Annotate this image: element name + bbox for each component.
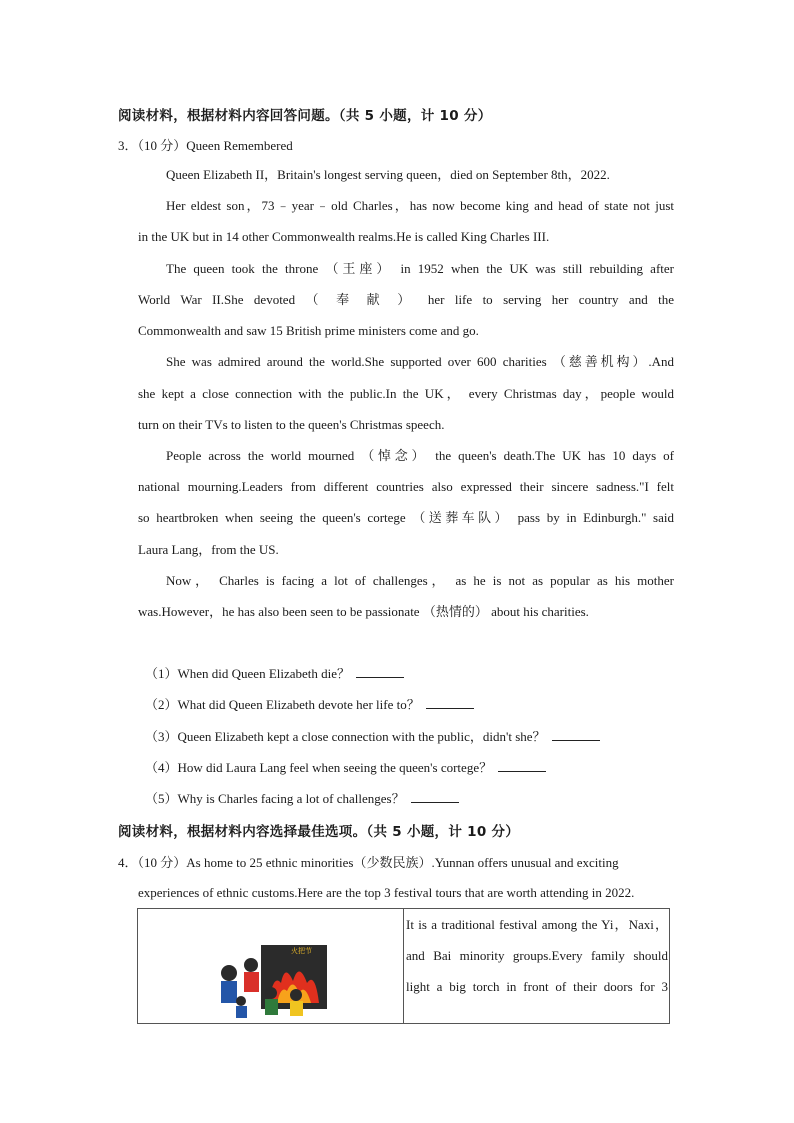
question-item-4 bbox=[145, 758, 546, 778]
passage-line-8: she kept a close connection with the public.In the UK， every Christmas day，people would bbox=[138, 386, 674, 401]
question-item-1 bbox=[145, 664, 404, 684]
answer-blank[interactable] bbox=[411, 790, 459, 803]
passage-line-15: was.However，he has also been seen to be passionate （热情的） about his charities. bbox=[138, 604, 589, 619]
festival-text-line: It is a traditional festival among the Yi，Naxi， bbox=[406, 917, 668, 932]
passage-line-10: People across the world mourned （悼念） the queen's death.The UK has 10 days of bbox=[166, 448, 674, 463]
question-text: （3）Queen Elizabeth kept a close connection with the public，didn't she？ bbox=[145, 729, 546, 744]
passage-line-9: turn on their TVs to listen to the queen's Christmas speech. bbox=[138, 417, 445, 432]
question-text: （4）How did Laura Lang feel when seeing the queen's cortege？ bbox=[145, 760, 493, 775]
passage-line-11: national mourning.Leaders from different countries also expressed their sincere sadness."I felt bbox=[138, 479, 674, 494]
table-divider bbox=[403, 909, 404, 1023]
passage-line-4: The queen took the throne （王座） in 1952 when the UK was still rebuilding after bbox=[166, 261, 674, 276]
intro-line-2: experiences of ethnic customs.Here are the top 3 festival tours that are worth attending in 2022. bbox=[138, 885, 635, 900]
torch-festival-illustration bbox=[211, 943, 329, 1019]
passage-line-13: Laura Lang，from the US. bbox=[138, 542, 279, 557]
passage-title: Queen Remembered bbox=[186, 138, 293, 153]
intro-line-1: As home to 25 ethnic minorities（少数民族）.Yunnan offers unusual and exciting bbox=[186, 855, 619, 870]
passage-line-7: She was admired around the world.She supported over 600 charities （慈善机构）.And bbox=[166, 354, 674, 369]
passage-line-2: Her eldest son，73﹣year﹣old Charles，has now become king and head of state not just bbox=[166, 198, 674, 213]
question-item-2 bbox=[145, 695, 474, 715]
festival-text-line: and Bai minority groups.Every family should bbox=[406, 948, 668, 963]
answer-blank[interactable] bbox=[552, 728, 600, 741]
question-number: 3．（10 分） bbox=[118, 138, 187, 153]
passage-line-12: so heartbroken when seeing the queen's cortege （送葬车队） pass by in Edinburgh." said bbox=[138, 510, 674, 525]
question-text: （1）When did Queen Elizabeth die？ bbox=[145, 666, 351, 681]
passage-line-5: World War II.She devoted （ 奉 献 ） her life to serving her country and the bbox=[138, 292, 674, 307]
festival-text-line: light a big torch in front of their doors for 3 bbox=[406, 979, 668, 994]
passage-line-1: Queen Elizabeth II，Britain's longest serving queen，died on September 8th，2022. bbox=[166, 167, 610, 182]
question-item-5 bbox=[145, 789, 459, 809]
answer-blank[interactable] bbox=[498, 759, 546, 772]
question-3-header bbox=[118, 135, 293, 154]
question-text: （5）Why is Charles facing a lot of challenges？ bbox=[145, 791, 405, 806]
section-heading-answer-questions: 阅读材料，根据材料内容回答问题。（共 5 小题，计 10 分） bbox=[118, 108, 492, 124]
question-number: 4．（10 分） bbox=[118, 855, 187, 870]
section-heading-choose-best: 阅读材料，根据材料内容选择最佳选项。（共 5 小题，计 10 分） bbox=[118, 824, 520, 840]
passage-line-14: Now， Charles is facing a lot of challenges， as he is not as popular as his mother bbox=[166, 573, 674, 588]
illustration-caption: 火把节 bbox=[291, 947, 312, 955]
passage-line-3: in the UK but in 14 other Commonwealth realms.He is called King Charles III. bbox=[138, 229, 550, 244]
answer-blank[interactable] bbox=[426, 696, 474, 709]
question-4-header bbox=[118, 852, 674, 871]
festival-table bbox=[137, 908, 670, 1024]
question-item-3 bbox=[145, 727, 600, 747]
festival-description bbox=[406, 915, 668, 1008]
passage-line-6: Commonwealth and saw 15 British prime ministers come and go. bbox=[138, 323, 479, 338]
answer-blank[interactable] bbox=[356, 665, 404, 678]
question-text: （2）What did Queen Elizabeth devote her life to？ bbox=[145, 697, 420, 712]
